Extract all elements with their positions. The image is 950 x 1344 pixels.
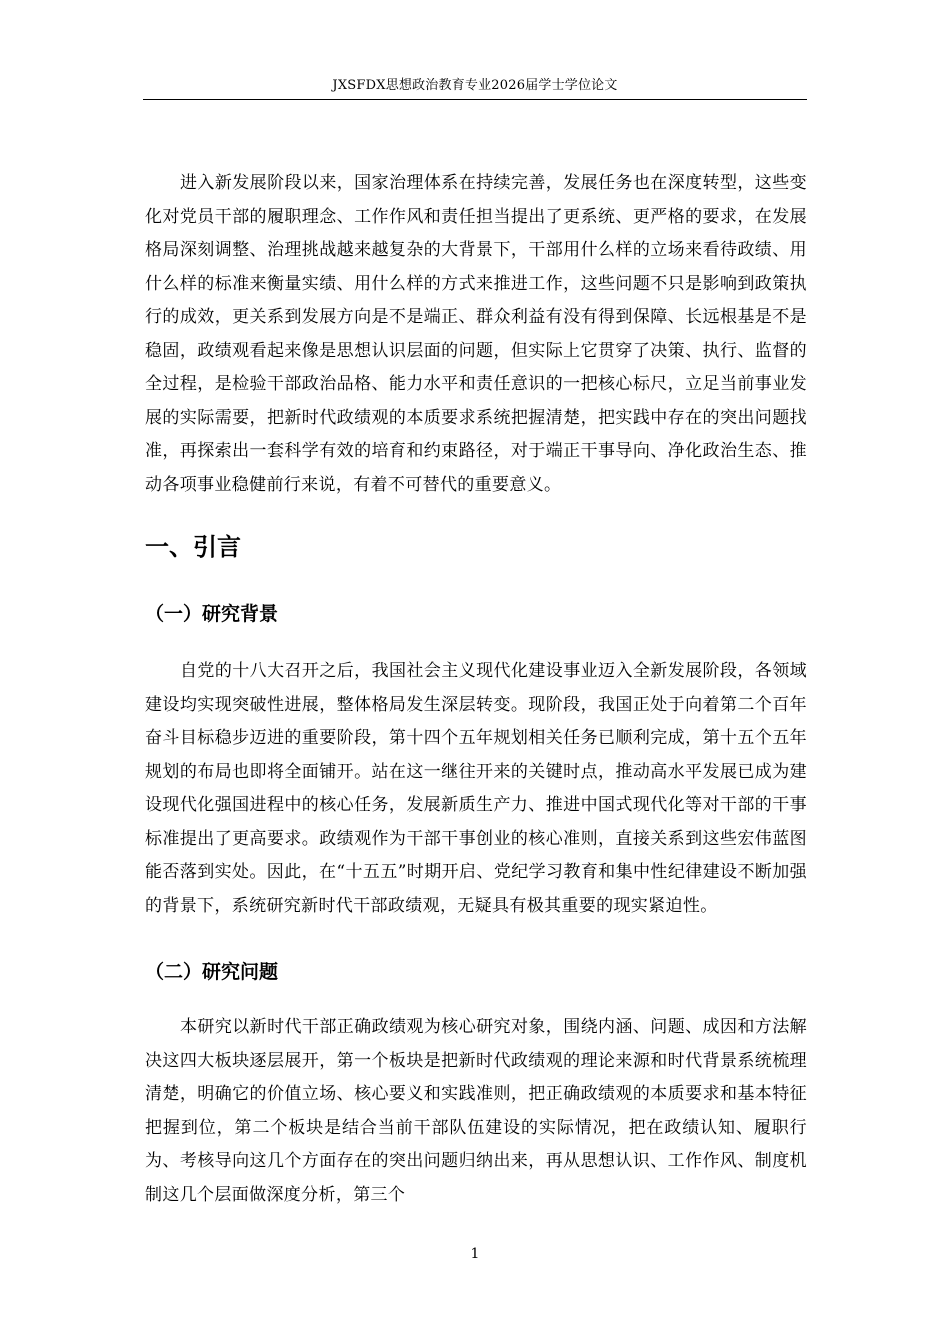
background-paragraph: 自党的十八大召开之后，我国社会主义现代化建设事业迈入全新发展阶段，各领域建设均实现突破性进展，整体格局发生深层转变。现阶段，我国正处于向着第二个百年奋斗目标稳步迈进的重要阶段，第十四个五年规划相关任务已顺利完成，第十五个五年规划的布局也即将全面铺开。站在这一继往开来的关键时点，推动高水平发展已成为建设现代化强国进程中的核心任务，发展新质生产力、推进中国式现代化等对干部的干事标准提出了更高要求。政绩观作为干部干事创业的核心准则，直接关系到这些宏伟蓝图能否落到实处。因此，在“十五五”时期开启、党纪学习教育和集中性纪律建设不断加强的背景下，系统研究新时代干部政绩观，无疑具有极其重要的现实紧迫性。 bbox=[145, 661, 807, 916]
intro-paragraph: 进入新发展阶段以来，国家治理体系在持续完善，发展任务也在深度转型，这些变化对党员干部的履职理念、工作作风和责任担当提出了更系统、更严格的要求，在发展格局深刻调整、治理挑战越来越复杂的大背景下，干部用什么样的立场来看待政绩、用什么样的标准来衡量实绩、用什么样的方式来推进工作，这些问题不只是影响到政策执行的成效，更关系到发展方向是不是端正、群众利益有没有得到保障、长远根基是不是稳固，政绩观看起来像是思想认识层面的问题，但实际上它贯穿了决策、执行、监督的全过程，是检验干部政治品格、能力水平和责任意识的一把核心标尺，立足当前事业发展的实际需要，把新时代政绩观的本质要求系统把握清楚，把实践中存在的突出问题找准，再探索出一套科学有效的培育和约束路径，对于端正干事导向、净化政治生态、推动各项事业稳健前行来说，有着不可替代的重要意义。 bbox=[145, 173, 807, 495]
subsection-heading-research-question: （二）研究问题 bbox=[145, 961, 279, 983]
research-question-paragraph: 本研究以新时代干部正确政绩观为核心研究对象，围绕内涵、问题、成因和方法解决这四大板块逐层展开，第一个板块是把新时代政绩观的理论来源和时代背景系统梳理清楚，明确它的价值立场、核心要义和实践准则，把正确政绩观的本质要求和基本特征把握到位，第二个板块是结合当前干部队伍建设的实际情况，把在政绩认知、履职行为、考核导向这几个方面存在的突出问题归纳出来，再从思想认识、工作作风、制度机制这几个层面做深度分析，第三个 bbox=[145, 1017, 807, 1205]
header-rule bbox=[143, 99, 807, 100]
running-header: JXSFDX思想政治教育专业2026届学士学位论文 bbox=[332, 78, 618, 93]
subsection-heading-background: （一）研究背景 bbox=[145, 603, 279, 625]
section-heading-introduction: 一、引言 bbox=[145, 533, 241, 561]
page-number: 1 bbox=[470, 1246, 480, 1262]
